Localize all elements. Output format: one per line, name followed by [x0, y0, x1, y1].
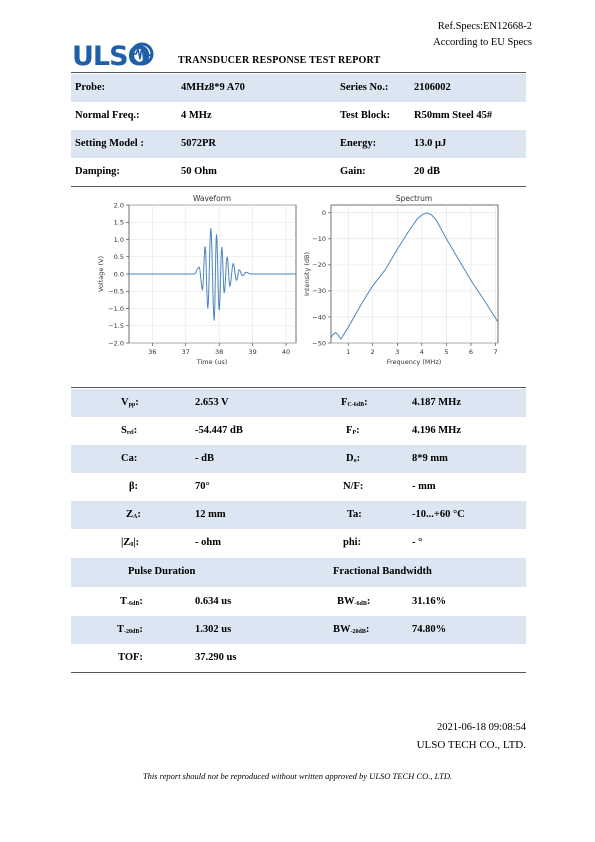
do-value: 8*9 mm — [412, 453, 448, 464]
bw6-value: 31.16% — [412, 596, 447, 607]
t6-value: 0.634 us — [195, 596, 232, 607]
za-value: 12 mm — [195, 509, 226, 520]
result-row-vpp — [71, 389, 526, 417]
waveform-series-line — [129, 228, 296, 320]
result-row-za — [71, 501, 526, 529]
t20-label: $T_{-20dB}$: — [117, 624, 143, 635]
company-name: ULSO TECH CO., LTD. — [416, 739, 526, 751]
gain-label: Gain: — [340, 166, 366, 177]
tof-value: 37.290 us — [195, 652, 237, 663]
waveform-xlabel: Time (us) — [196, 358, 228, 366]
damping-label: Damping: — [75, 166, 120, 177]
spectrum-ticks — [312, 209, 497, 356]
info-row-damping — [71, 158, 526, 186]
spectrum-xtick-label: 1 — [346, 348, 351, 356]
pulse-header-row — [71, 558, 526, 587]
spectrum-frame — [331, 205, 498, 343]
spectrum-xtick-label: 5 — [444, 348, 449, 356]
ta-label: Ta: — [347, 509, 362, 520]
ca-label: Ca: — [121, 453, 138, 464]
model-value: 5072PR — [181, 138, 216, 149]
block-label: Test Block: — [340, 110, 391, 121]
fp-label: $F_P$: — [346, 425, 360, 436]
waveform-ticks — [108, 201, 290, 356]
waveform-ytick-label: −2.0 — [108, 339, 124, 348]
damping-value: 50 Ohm — [181, 166, 217, 177]
waveform-ytick-label: −1.5 — [108, 322, 124, 331]
spectrum-ytick-label: −10 — [312, 235, 326, 244]
fc-value: 4.187 MHz — [412, 397, 461, 408]
spectrum-xtick-label: 4 — [419, 348, 424, 356]
fc-label: $F_{C-6dB}$: — [341, 397, 368, 408]
fractional-bandwidth-header: Fractional Bandwidth — [333, 566, 432, 577]
pulse-row-tof — [71, 644, 526, 672]
spectrum-xtick-label: 3 — [395, 348, 400, 356]
spectrum-ytick-label: −20 — [312, 261, 326, 270]
ca-value: - dB — [195, 453, 214, 464]
waveform-ytick-label: 2.0 — [113, 201, 124, 210]
vpp-value: 2.653 V — [195, 397, 229, 408]
waveform-ytick-label: 1.0 — [113, 235, 124, 244]
probe-label: Probe: — [75, 82, 106, 93]
pulse-row-6db — [71, 588, 526, 616]
pulse-duration-header: Pulse Duration — [128, 566, 196, 577]
report-datetime: 2021-06-18 09:08:54 — [437, 722, 526, 733]
spectrum-title: Spectrum — [395, 194, 433, 203]
srel-value: -54.447 dB — [195, 425, 243, 436]
energy-label: Energy: — [340, 138, 377, 149]
waveform-ylabel: Voltage (V) — [97, 256, 105, 292]
waveform-xtick-label: 36 — [148, 348, 157, 356]
spectrum-ytick-label: −30 — [312, 287, 326, 296]
divider — [71, 72, 526, 73]
waveform-ytick-label: −1.0 — [108, 304, 124, 313]
ta-value: -10...+60 °C — [412, 509, 465, 520]
company-logo — [72, 40, 154, 70]
waveform-title: Waveform — [192, 194, 232, 203]
fp-value: 4.196 MHz — [412, 425, 461, 436]
spectrum-ytick-label: 0 — [321, 209, 326, 218]
bw20-value: 74.80% — [412, 624, 447, 635]
charts-svg — [85, 190, 505, 370]
waveform-ytick-label: 0.0 — [113, 270, 124, 279]
spectrum-ytick-label: −40 — [312, 313, 326, 322]
result-row-ca — [71, 445, 526, 473]
result-row-srel — [71, 417, 526, 445]
ref-specs: Ref.Specs:EN12668-2 — [437, 21, 532, 32]
spectrum-series-line — [331, 213, 498, 339]
nf-value: - mm — [412, 481, 436, 492]
spectrum-ylabel: Intensity (dB) — [303, 251, 311, 297]
divider — [71, 387, 526, 388]
z0-value: - ohm — [195, 537, 221, 548]
series-value: 2106002 — [414, 82, 451, 93]
gain-value: 20 dB — [414, 166, 440, 177]
t6-label: $T_{-6dB}$: — [120, 596, 143, 607]
according-specs: According to EU Specs — [433, 37, 532, 48]
waveform-chart — [97, 194, 296, 366]
za-label: $Z_A$: — [126, 509, 141, 520]
spectrum-xtick-label: 7 — [493, 348, 498, 356]
disclaimer: This report should not be reproduced without written approved by ULSO TECH CO., LTD. — [142, 771, 453, 781]
beta-label: β: — [129, 481, 139, 492]
waveform-xtick-label: 37 — [181, 348, 190, 356]
nf-label: N/F: — [343, 481, 364, 492]
model-label: Setting Model : — [75, 138, 144, 149]
result-row-z0 — [71, 529, 526, 557]
charts-area — [85, 190, 505, 370]
z0-label: $|Z_0|$: — [121, 537, 140, 548]
tof-label: TOF: — [118, 652, 143, 663]
series-label: Series No.: — [340, 82, 389, 93]
beta-value: 70° — [195, 481, 210, 492]
divider — [71, 186, 526, 187]
freq-value: 4 MHz — [181, 110, 212, 121]
vpp-label: $V_{pp}$: — [121, 397, 139, 408]
phi-label: phi: — [343, 537, 362, 548]
spectrum-chart — [303, 194, 498, 366]
waveform-xtick-label: 38 — [215, 348, 224, 356]
info-row-probe — [71, 74, 526, 102]
spectrum-grid — [331, 205, 498, 343]
probe-value: 4MHz8*9 A70 — [181, 82, 245, 93]
bw20-label: $BW_{-20dB}$: — [333, 624, 370, 635]
t20-value: 1.302 us — [195, 624, 232, 635]
spectrum-xtick-label: 6 — [468, 348, 474, 356]
freq-label: Normal Freq.: — [75, 110, 140, 121]
bw6-label: $BW_{-6dB}$: — [337, 596, 371, 607]
result-row-beta — [71, 473, 526, 501]
info-row-model — [71, 130, 526, 158]
waveform-ytick-label: −0.5 — [108, 287, 124, 296]
info-row-freq — [71, 102, 526, 130]
waveform-ytick-label: 1.5 — [113, 218, 124, 227]
waveform-xtick-label: 40 — [281, 348, 291, 356]
energy-value: 13.0 μJ — [414, 138, 447, 149]
spectrum-xlabel: Frequency (MHz) — [386, 358, 442, 366]
srel-label: $S_{rel}$: — [121, 425, 138, 436]
spectrum-xtick-label: 2 — [370, 348, 375, 356]
waveform-ytick-label: 0.5 — [113, 253, 124, 262]
block-value: R50mm Steel 45# — [414, 110, 493, 121]
phi-value: - ° — [412, 537, 423, 548]
do-label: $D_o$: — [346, 453, 361, 464]
report-title: TRANSDUCER RESPONSE TEST REPORT — [178, 55, 381, 66]
divider — [71, 672, 526, 673]
waveform-xtick-label: 39 — [248, 348, 257, 356]
pulse-row-20db — [71, 616, 526, 644]
logo-text: ULSO — [72, 41, 150, 70]
spectrum-ytick-label: −50 — [312, 339, 326, 348]
